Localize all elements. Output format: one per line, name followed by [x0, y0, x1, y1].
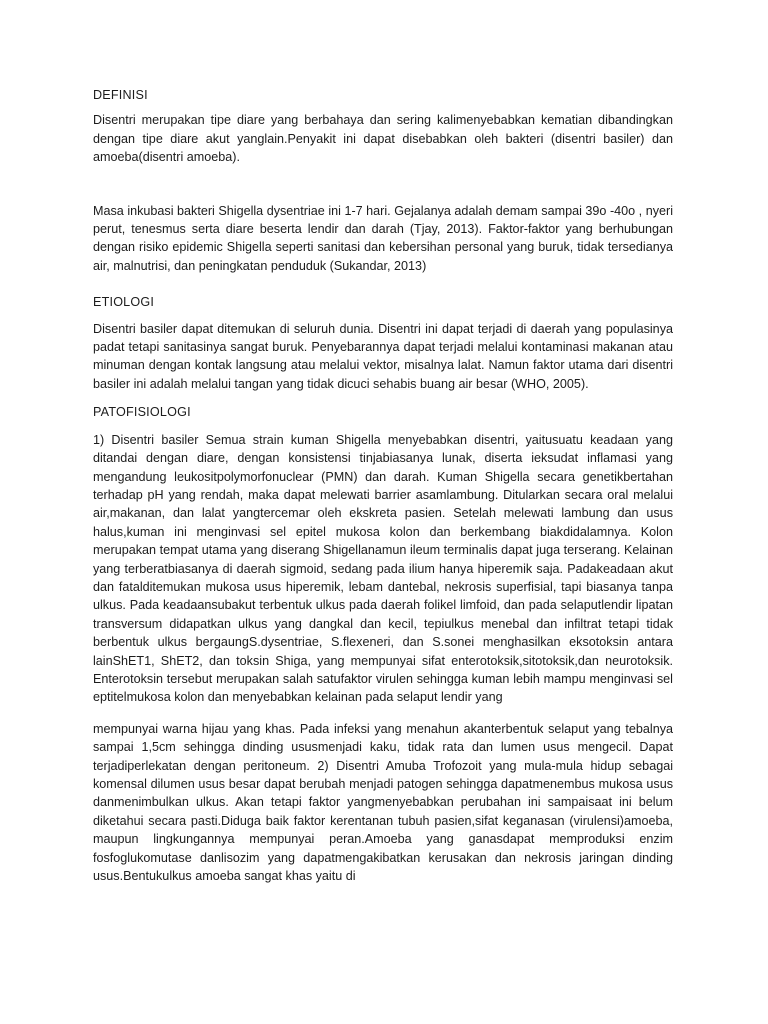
paragraph-patofisiologi-2: mempunyai warna hijau yang khas. Pada infeksi yang menahun akanterbentuk selaput yang tebalnya sampai 1,5cm sehingga dinding ususmenjadi kaku, tidak rata dan lumen usus mengecil. Dapat terjadiperlekatan dengan peritoneum. 2) Disentri Amuba Trofozoit yang mula-mula hidup sebagai komensal dilumen usus besar dapat berubah menjadi patogen sehingga dapatmenembus mukosa usus danmenimbulkan ulkus. Akan tetapi faktor yangmenyebabkan perubahan ini sampaisaat ini belum diketahui secara pasti.Diduga baik faktor kerentanan tubuh pasien,sifat keganasan (virulensi)amoeba, maupun lingkungannya mempunyai peran.Amoeba yang ganasdapat memproduksi enzim fosfoglukomutase danlisozim yang dapatmengakibatkan kerusakan dan nekrosis jaringan dinding usus.Bentukulkus amoeba sangat khas yaitu di: [93, 721, 673, 884]
document-page: [93, 86, 673, 885]
paragraph-definisi-2: Masa inkubasi bakteri Shigella dysentriae ini 1-7 hari. Gejalanya adalah demam sampai 39o -40o , nyeri perut, tenesmus serta diare beserta lendir dan darah (Tjay, 2013). Faktor-faktor yang berhubungan dengan risiko epidemic Shigella seperti sanitasi dan kebersihan personal yang buruk, tidak tersedianya air, malnutrisi, dan peningkatan penduduk (Sukandar, 2013): [93, 203, 673, 273]
paragraph-etiologi: Disentri basiler dapat ditemukan di seluruh dunia. Disentri ini dapat terjadi di daerah yang populasinya padat tetapi sanitasinya sangat buruk. Penyebarannya dapat terjadi melalui kontaminasi makanan atau minuman dengan kontak langsung atau melalui vektor, misalnya lalat. Namun faktor utama dari disentri basiler ini adalah melalui tangan yang tidak dicuci sehabis buang air besar (WHO, 2005).: [93, 321, 673, 391]
paragraph-definisi-1: Disentri merupakan tipe diare yang berbahaya dan sering kalimenyebabkan kematian dibandingkan dengan tipe diare akut yanglain.Penyakit ini dapat disebabkan oleh bakteri (disentri basiler) dan amoeba(disentri amoeba).: [93, 113, 673, 165]
heading-etiologi: ETIOLOGI: [93, 295, 155, 310]
heading-definisi: DEFINISI: [93, 88, 148, 102]
heading-patofisiologi: PATOFISIOLOGI: [93, 405, 191, 420]
paragraph-patofisiologi-1: 1) Disentri basiler Semua strain kuman Shigella menyebabkan disentri, yaitusuatu keadaan yang ditandai dengan diare, dengan konsistensi tinjabiasanya lunak, diserta ieksudat inflamasi yang mengandung leukositpolymorfonuclear (PMN) dan darah. Kuman Shigella secara genetikbertahan terhadap pH yang rendah, maka dapat melewati barrier asamlambung. Ditularkan secara oral melalui air,makanan, dan lalat yangtercemar oleh ekskreta pasien. Setelah melewati lambung dan usus halus,kuman ini menginvasi sel epitel mukosa kolon dan berkembang biakdidalamnya. Kolon merupakan tempat utama yang diserang Shigellanamun ileum terminalis dapat juga terserang. Kelainan yang terberatbiasanya di daerah sigmoid, sedang pada ilium hanya hiperemik saja. Padakeadaan akut dan fatalditemukan mukosa usus hiperemik, lebam dantebal, nekrosis superfisial, tapi biasanya tanpa ulkus. Pada keadaansubakut terbentuk ulkus pada daerah folikel limfoid, dan pada selaputlendir lipatan transversum didapatkan ulkus yang dangkal dan kecil, tepiulkus menebal dan infiltrat tetapi tidak berbentuk ulkus bergaungS.dysentriae, S.flexeneri, dan S.sonei menghasilkan eksotoksin antara lainShET1, ShET2, dan toksin Shiga, yang mempunyai sifat enterotoksik,sitotoksik,dan neurotoksik. Enterotoksin tersebut merupakan salah satufaktor virulen sehingga kuman lebih mampu menginvasi sel eptitelmukosa kolon dan menyebabkan kelainan pada selaput lendir yang: [93, 432, 673, 705]
